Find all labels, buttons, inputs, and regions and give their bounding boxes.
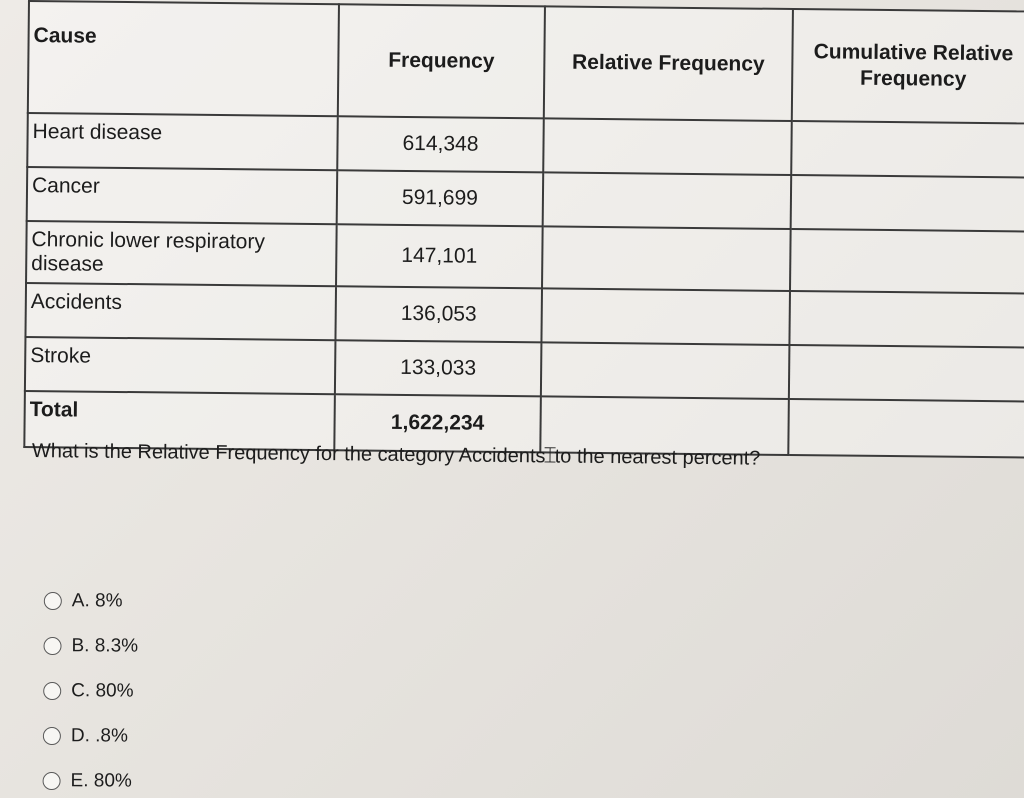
- cell-relative-frequency: [541, 288, 790, 345]
- cell-cumulative-relative-frequency: [791, 175, 1024, 232]
- option-d[interactable]: [43, 713, 443, 761]
- option-e[interactable]: [42, 758, 442, 798]
- option-label[interactable]: E. 80%: [70, 769, 132, 792]
- cell-frequency: 136,053: [335, 286, 542, 342]
- option-label[interactable]: A. 8%: [71, 589, 123, 612]
- cell-cause: Heart disease: [27, 113, 338, 170]
- cell-cause: Chronic lower respiratory disease: [26, 221, 337, 286]
- cell-frequency: 147,101: [336, 224, 543, 288]
- cell-frequency: 133,033: [335, 340, 542, 396]
- header-relative-frequency: Relative Frequency: [544, 6, 793, 121]
- table-row: [26, 221, 1024, 294]
- text-cursor-icon: ⌶: [543, 443, 557, 469]
- frequency-table: [23, 0, 1024, 459]
- cell-cumulative-relative-frequency: [790, 229, 1024, 294]
- cell-relative-frequency: [542, 226, 791, 291]
- cell-relative-frequency: [541, 342, 790, 399]
- cell-cumulative-relative-frequency: [789, 291, 1024, 348]
- cell-cumulative-relative-frequency: [791, 121, 1024, 178]
- option-label[interactable]: D. .8%: [70, 724, 129, 747]
- table-header-row: [28, 1, 1024, 124]
- answer-options: [42, 578, 444, 798]
- option-b[interactable]: [43, 623, 443, 671]
- cell-cause: Cancer: [27, 167, 338, 224]
- header-frequency: Frequency: [338, 4, 545, 118]
- cell-relative-frequency: [543, 118, 792, 175]
- header-cause: Cause: [28, 1, 339, 116]
- option-label[interactable]: B. 8.3%: [71, 634, 139, 657]
- cell-frequency: 614,348: [337, 116, 544, 172]
- cell-cause: Accidents: [25, 283, 336, 340]
- option-c[interactable]: [43, 668, 443, 716]
- cell-frequency: 591,699: [337, 170, 544, 226]
- cell-cause: Stroke: [25, 337, 336, 394]
- cell-relative-frequency: [543, 172, 792, 229]
- radio-button-icon[interactable]: [43, 636, 61, 654]
- question-part-2: to the nearest percent?: [554, 445, 761, 470]
- radio-button-icon[interactable]: [43, 771, 61, 789]
- radio-button-icon[interactable]: [44, 591, 62, 609]
- cell-total-label: Total: [24, 391, 335, 450]
- header-cumulative-relative-frequency: Cumulative Relative Frequency: [792, 9, 1024, 124]
- question-part-1: What is the Relative Frequency for the category Accidents: [31, 440, 546, 468]
- option-a[interactable]: [44, 578, 444, 626]
- radio-button-icon[interactable]: [43, 726, 61, 744]
- cell-total-frequency: 1,622,234: [334, 394, 541, 452]
- cell-cumulative-relative-frequency: [789, 345, 1024, 402]
- radio-button-icon[interactable]: [43, 681, 61, 699]
- option-label[interactable]: C. 80%: [71, 679, 134, 702]
